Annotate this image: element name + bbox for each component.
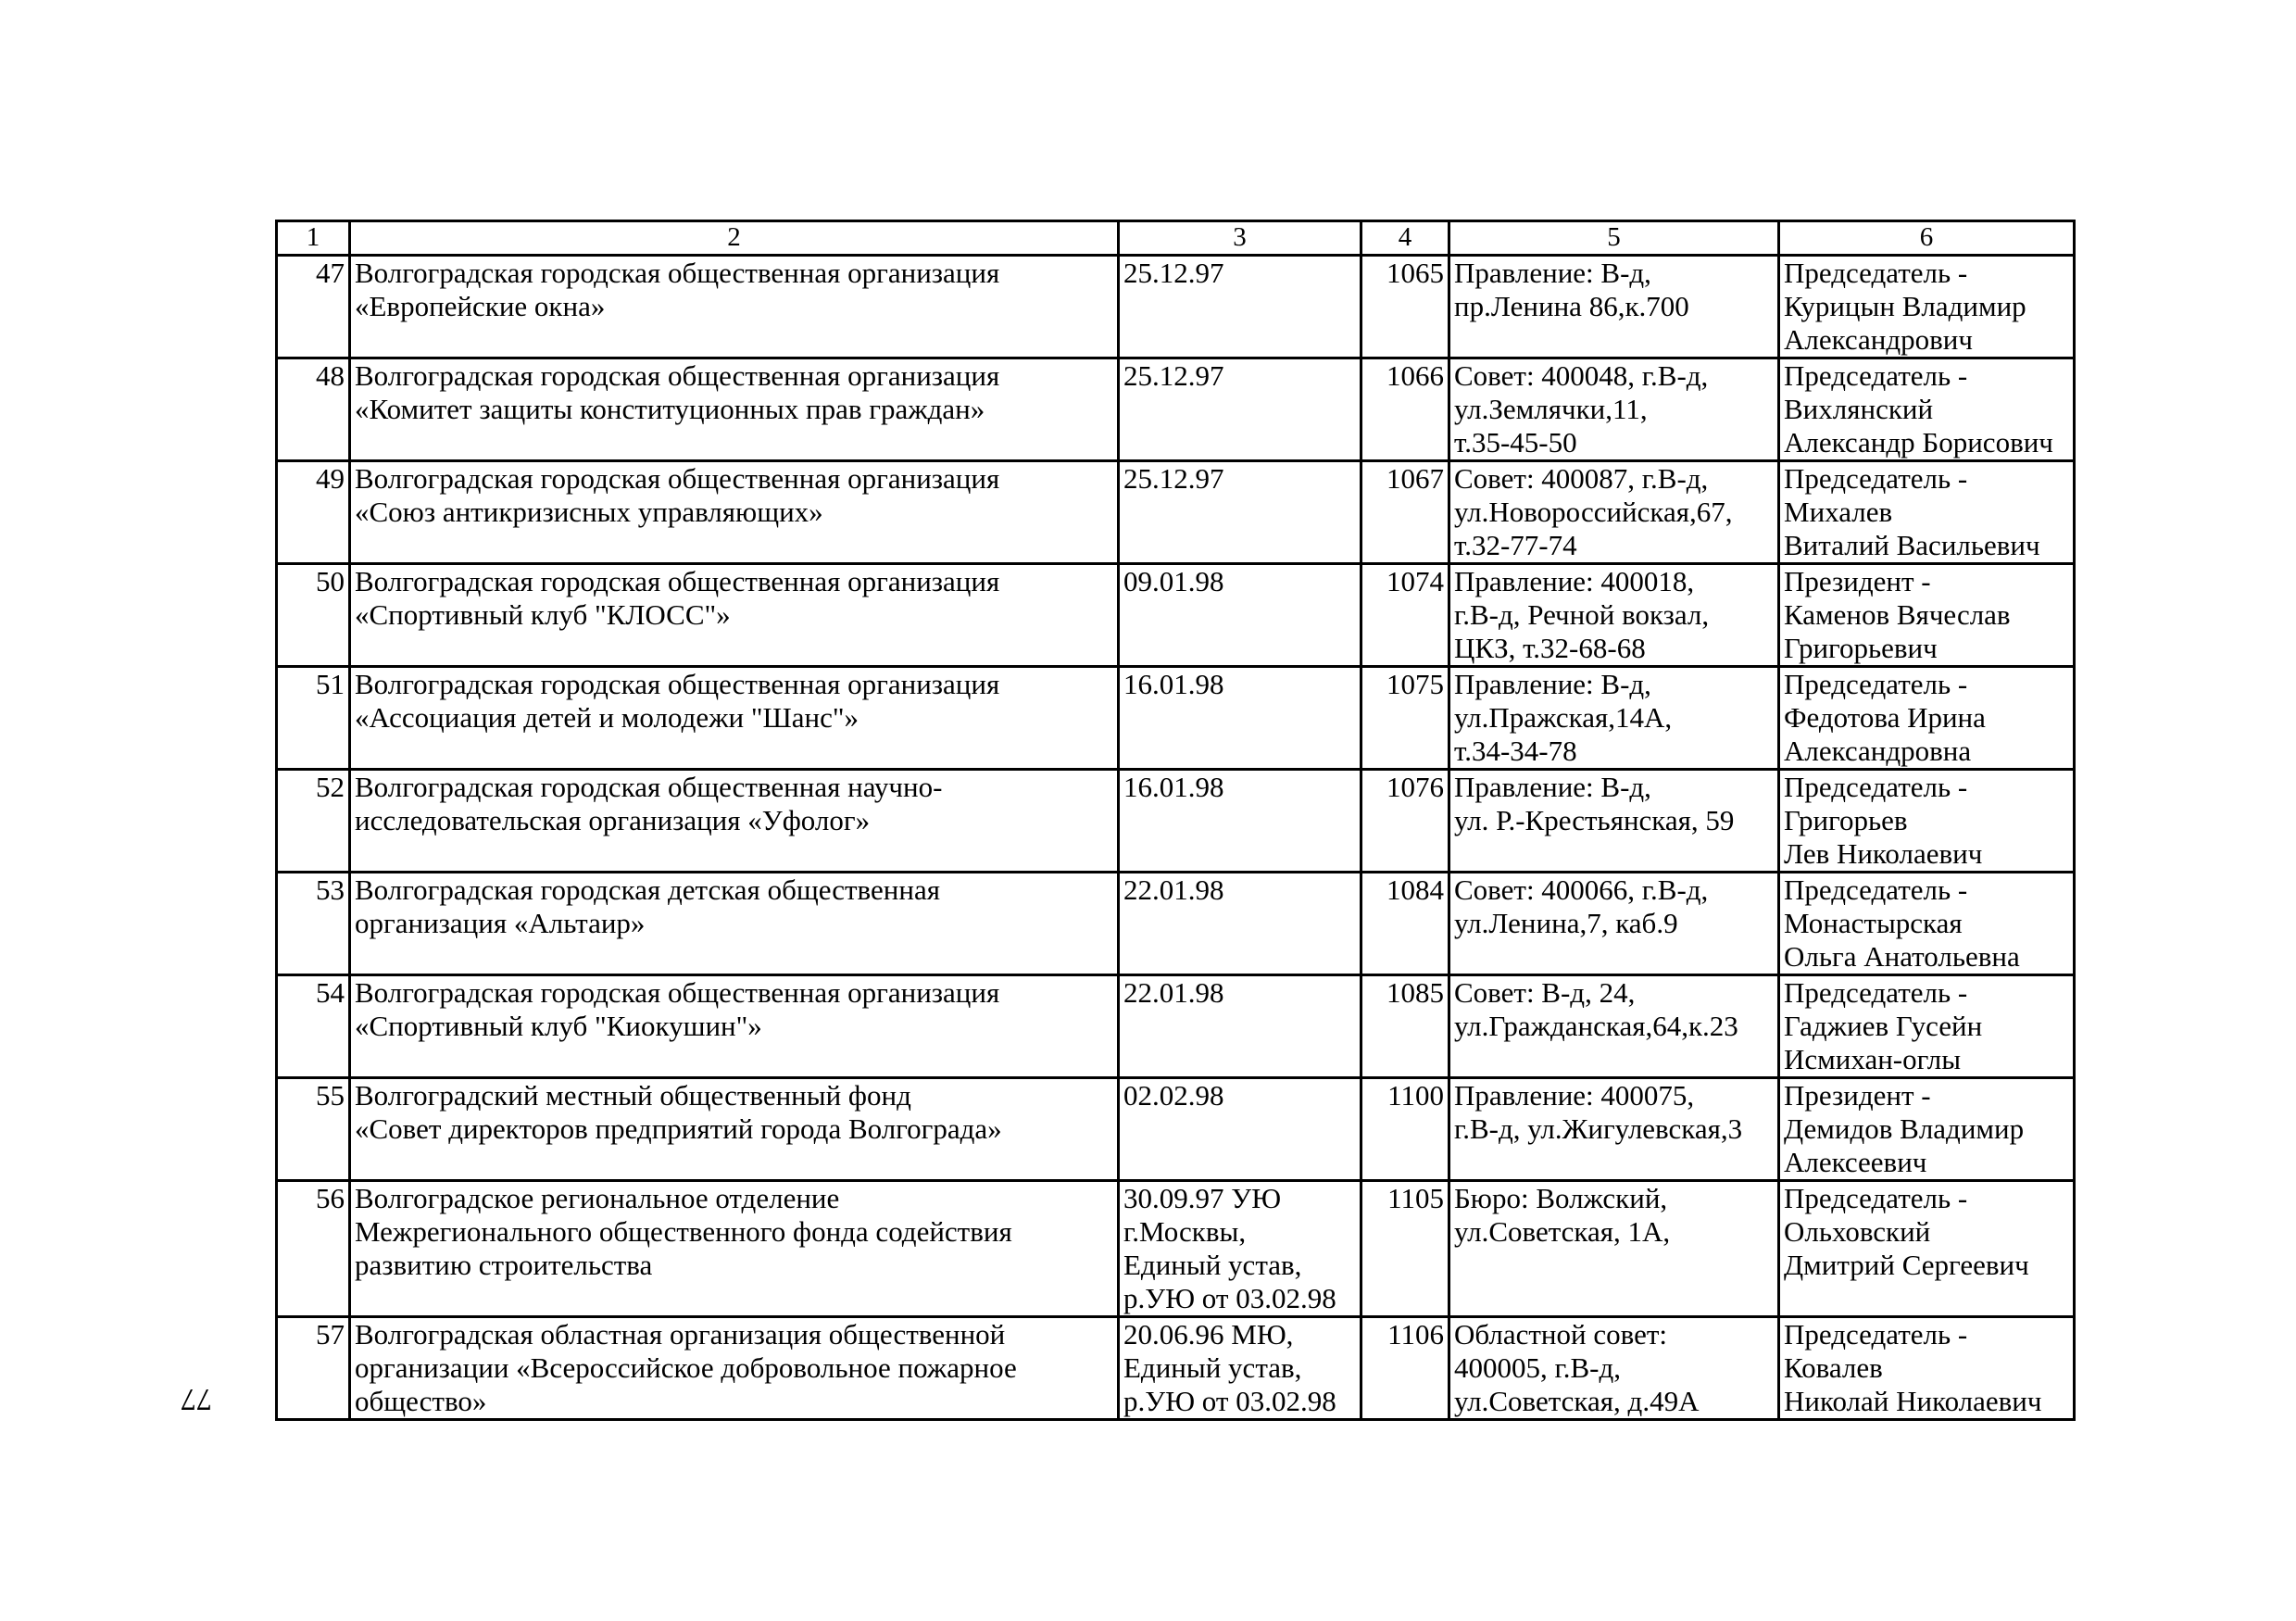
head-cell-line: Григорьев <box>1784 804 1908 836</box>
head-cell-line: Курицын Владимир <box>1784 290 2026 322</box>
organization-name-cell <box>350 256 1119 358</box>
registration-number-cell: 1074 <box>1361 564 1449 667</box>
address-cell-line: 400005, г.В-д, <box>1454 1351 1621 1384</box>
organization-name-cell <box>350 873 1119 975</box>
address-cell-line: ул.Пражская,14А, <box>1454 701 1673 734</box>
table-row <box>277 975 2075 1078</box>
organization-name-cell <box>350 461 1119 564</box>
head-cell-line: Александрович <box>1784 323 1973 356</box>
address-cell-line: Областной совет: <box>1454 1318 1667 1351</box>
head-cell-line: Президент - <box>1784 1079 1931 1112</box>
address-cell-line: Совет: 400048, г.В-д, <box>1454 359 1709 392</box>
registration-number-cell: 1066 <box>1361 358 1449 461</box>
address-cell <box>1449 1181 1779 1317</box>
address-cell <box>1449 1078 1779 1181</box>
registration-date-cell <box>1119 873 1361 975</box>
address-cell-line: т.32-77-74 <box>1454 529 1577 561</box>
head-cell-line: Председатель - <box>1784 1318 1968 1351</box>
registration-date-cell-line: 22.01.98 <box>1123 976 1224 1009</box>
head-cell <box>1779 975 2075 1078</box>
organization-name-cell-line: Волгоградская городская общественная организация <box>355 462 1000 495</box>
address-cell-line: Правление: В-д, <box>1454 257 1651 289</box>
registration-date-cell-line: р.УЮ от 03.02.98 <box>1123 1282 1336 1314</box>
head-cell-line: Президент - <box>1784 565 1931 597</box>
address-cell-line: ул. Р.-Крестьянская, 59 <box>1454 804 1735 836</box>
head-cell <box>1779 564 2075 667</box>
registration-number-cell: 1106 <box>1361 1317 1449 1420</box>
row-number-cell: 55 <box>277 1078 350 1181</box>
address-cell <box>1449 564 1779 667</box>
head-cell-line: Исмихан-оглы <box>1784 1043 1962 1075</box>
address-cell-line: Правление: 400075, <box>1454 1079 1695 1112</box>
organization-name-cell <box>350 1181 1119 1317</box>
address-cell-line: ул.Советская, 1А, <box>1454 1215 1671 1248</box>
organization-name-cell <box>350 667 1119 770</box>
table-row <box>277 358 2075 461</box>
organization-name-cell <box>350 564 1119 667</box>
organization-name-cell <box>350 1317 1119 1420</box>
registration-date-cell <box>1119 461 1361 564</box>
column-header: 5 <box>1449 221 1779 256</box>
registration-date-cell-line: 20.06.96 МЮ, <box>1123 1318 1294 1351</box>
row-number-cell: 51 <box>277 667 350 770</box>
address-cell-line: ул.Советская, д.49А <box>1454 1385 1700 1417</box>
head-cell-line: Председатель - <box>1784 462 1968 495</box>
table-row <box>277 256 2075 358</box>
organization-name-cell-line: общество» <box>355 1385 487 1417</box>
table-row <box>277 461 2075 564</box>
registration-date-cell-line: р.УЮ от 03.02.98 <box>1123 1385 1336 1417</box>
organization-name-cell <box>350 1078 1119 1181</box>
organization-name-cell-line: организация «Альтаир» <box>355 907 646 939</box>
address-cell <box>1449 873 1779 975</box>
registration-date-cell <box>1119 975 1361 1078</box>
head-cell-line: Председатель - <box>1784 257 1968 289</box>
address-cell-line: Совет: 400066, г.В-д, <box>1454 873 1709 906</box>
registration-number-cell: 1076 <box>1361 770 1449 873</box>
address-cell-line: пр.Ленина 86,к.700 <box>1454 290 1689 322</box>
address-cell <box>1449 461 1779 564</box>
address-cell-line: Правление: В-д, <box>1454 668 1651 700</box>
organization-name-cell-line: Межрегионального общественного фонда содействия <box>355 1215 1012 1248</box>
head-cell-line: Председатель - <box>1784 771 1968 803</box>
address-cell-line: Совет: 400087, г.В-д, <box>1454 462 1709 495</box>
head-cell-line: Председатель - <box>1784 359 1968 392</box>
row-number-cell: 48 <box>277 358 350 461</box>
address-cell-line: г.В-д, ул.Жигулевская,3 <box>1454 1112 1743 1145</box>
row-number-cell: 50 <box>277 564 350 667</box>
address-cell-line: т.34-34-78 <box>1454 735 1577 767</box>
registration-date-cell-line: г.Москвы, <box>1123 1215 1247 1248</box>
page-number: 77 <box>181 1382 212 1416</box>
organization-name-cell-line: Волгоградская городская общественная организация <box>355 976 1000 1009</box>
registration-number-cell: 1085 <box>1361 975 1449 1078</box>
registry-table <box>275 220 2076 1421</box>
table-row <box>277 873 2075 975</box>
organization-name-cell-line: исследовательская организация «Уфолог» <box>355 804 871 836</box>
column-header: 3 <box>1119 221 1361 256</box>
head-cell <box>1779 256 2075 358</box>
address-cell-line: Правление: В-д, <box>1454 771 1651 803</box>
head-cell-line: Гаджиев Гусейн <box>1784 1010 1983 1042</box>
column-header: 1 <box>277 221 350 256</box>
registry-body <box>277 256 2075 1420</box>
organization-name-cell-line: развитию строительства <box>355 1249 653 1281</box>
head-cell <box>1779 1078 2075 1181</box>
table-row <box>277 564 2075 667</box>
organization-name-cell-line: «Ассоциация детей и молодежи "Шанс"» <box>355 701 859 734</box>
table-row <box>277 1317 2075 1420</box>
address-cell-line: ЦКЗ, т.32-68-68 <box>1454 632 1646 664</box>
row-number-cell: 54 <box>277 975 350 1078</box>
address-cell <box>1449 667 1779 770</box>
head-cell <box>1779 873 2075 975</box>
row-number-cell: 57 <box>277 1317 350 1420</box>
head-cell-line: Лев Николаевич <box>1784 837 1983 870</box>
head-cell <box>1779 1181 2075 1317</box>
table-row <box>277 770 2075 873</box>
head-cell-line: Ковалев <box>1784 1351 1883 1384</box>
table-row <box>277 1181 2075 1317</box>
registration-date-cell-line: 16.01.98 <box>1123 771 1224 803</box>
registration-date-cell-line: Единый устав, <box>1123 1249 1302 1281</box>
organization-name-cell-line: Волгоградская городская общественная организация <box>355 359 1000 392</box>
head-cell-line: Федотова Ирина <box>1784 701 1986 734</box>
registration-date-cell <box>1119 1317 1361 1420</box>
address-cell-line: ул.Гражданская,64,к.23 <box>1454 1010 1738 1042</box>
registration-date-cell <box>1119 770 1361 873</box>
row-number-cell: 47 <box>277 256 350 358</box>
head-cell-line: Дмитрий Сергеевич <box>1784 1249 2029 1281</box>
registration-number-cell: 1067 <box>1361 461 1449 564</box>
head-cell-line: Демидов Владимир <box>1784 1112 2025 1145</box>
organization-name-cell-line: «Спортивный клуб "КЛОСС"» <box>355 598 731 631</box>
organization-name-cell-line: Волгоградская городская общественная организация <box>355 257 1000 289</box>
registration-date-cell <box>1119 358 1361 461</box>
row-number-cell: 52 <box>277 770 350 873</box>
column-header: 4 <box>1361 221 1449 256</box>
registration-number-cell: 1065 <box>1361 256 1449 358</box>
registration-date-cell-line: 09.01.98 <box>1123 565 1224 597</box>
organization-name-cell <box>350 358 1119 461</box>
registration-date-cell-line: 22.01.98 <box>1123 873 1224 906</box>
registration-date-cell <box>1119 1078 1361 1181</box>
registration-number-cell: 1105 <box>1361 1181 1449 1317</box>
head-cell-line: Михалев <box>1784 496 1893 528</box>
table-row <box>277 1078 2075 1181</box>
organization-name-cell-line: организации «Всероссийское добровольное пожарное <box>355 1351 1017 1384</box>
registration-date-cell <box>1119 667 1361 770</box>
registration-date-cell-line: 25.12.97 <box>1123 257 1224 289</box>
address-cell-line: т.35-45-50 <box>1454 426 1577 459</box>
head-cell-line: Виталий Васильевич <box>1784 529 2040 561</box>
address-cell-line: Бюро: Волжский, <box>1454 1182 1668 1214</box>
registration-number-cell: 1100 <box>1361 1078 1449 1181</box>
registration-date-cell <box>1119 564 1361 667</box>
header-row <box>277 221 2075 256</box>
head-cell-line: Вихлянский <box>1784 393 1934 425</box>
column-header: 6 <box>1779 221 2075 256</box>
organization-name-cell-line: «Совет директоров предприятий города Волгограда» <box>355 1112 1002 1145</box>
head-cell-line: Монастырская <box>1784 907 1963 939</box>
head-cell-line: Председатель - <box>1784 976 1968 1009</box>
organization-name-cell <box>350 770 1119 873</box>
organization-name-cell-line: «Спортивный клуб "Киокушин"» <box>355 1010 762 1042</box>
head-cell <box>1779 358 2075 461</box>
registration-date-cell <box>1119 256 1361 358</box>
address-cell <box>1449 770 1779 873</box>
registration-date-cell-line: Единый устав, <box>1123 1351 1302 1384</box>
head-cell-line: Председатель - <box>1784 668 1968 700</box>
address-cell <box>1449 975 1779 1078</box>
organization-name-cell-line: Волгоградское региональное отделение <box>355 1182 840 1214</box>
address-cell <box>1449 358 1779 461</box>
address-cell-line: ул.Ленина,7, каб.9 <box>1454 907 1678 939</box>
organization-name-cell-line: Волгоградская городская общественная организация <box>355 565 1000 597</box>
head-cell-line: Председатель - <box>1784 1182 1968 1214</box>
registration-date-cell-line: 25.12.97 <box>1123 462 1224 495</box>
head-cell-line: Григорьевич <box>1784 632 1938 664</box>
address-cell-line: Правление: 400018, <box>1454 565 1695 597</box>
registration-number-cell: 1084 <box>1361 873 1449 975</box>
address-cell-line: ул.Землячки,11, <box>1454 393 1648 425</box>
organization-name-cell-line: Волгоградская городская детская общественная <box>355 873 940 906</box>
row-number-cell: 53 <box>277 873 350 975</box>
address-cell <box>1449 1317 1779 1420</box>
organization-name-cell-line: Волгоградский местный общественный фонд <box>355 1079 911 1112</box>
organization-name-cell <box>350 975 1119 1078</box>
registration-date-cell-line: 25.12.97 <box>1123 359 1224 392</box>
head-cell <box>1779 667 2075 770</box>
head-cell <box>1779 770 2075 873</box>
head-cell-line: Николай Николаевич <box>1784 1385 2042 1417</box>
table-row <box>277 667 2075 770</box>
head-cell-line: Председатель - <box>1784 873 1968 906</box>
address-cell-line: г.В-д, Речной вокзал, <box>1454 598 1710 631</box>
organization-name-cell-line: «Европейские окна» <box>355 290 606 322</box>
registration-date-cell-line: 30.09.97 УЮ <box>1123 1182 1282 1214</box>
head-cell <box>1779 461 2075 564</box>
row-number-cell: 49 <box>277 461 350 564</box>
organization-name-cell-line: Волгоградская областная организация общественной <box>355 1318 1006 1351</box>
head-cell-line: Александр Борисович <box>1784 426 2053 459</box>
organization-name-cell-line: «Комитет защиты конституционных прав граждан» <box>355 393 985 425</box>
organization-name-cell-line: «Союз антикризисных управляющих» <box>355 496 823 528</box>
head-cell-line: Алексеевич <box>1784 1146 1927 1178</box>
head-cell-line: Александровна <box>1784 735 1972 767</box>
head-cell-line: Каменов Вячеслав <box>1784 598 2011 631</box>
organization-name-cell-line: Волгоградская городская общественная научно- <box>355 771 943 803</box>
registration-number-cell: 1075 <box>1361 667 1449 770</box>
row-number-cell: 56 <box>277 1181 350 1317</box>
address-cell-line: Совет: В-д, 24, <box>1454 976 1636 1009</box>
registration-date-cell-line: 16.01.98 <box>1123 668 1224 700</box>
head-cell-line: Ольга Анатольевна <box>1784 940 2020 973</box>
head-cell-line: Ольховский <box>1784 1215 1931 1248</box>
head-cell <box>1779 1317 2075 1420</box>
organization-name-cell-line: Волгоградская городская общественная организация <box>355 668 1000 700</box>
registration-date-cell <box>1119 1181 1361 1317</box>
address-cell-line: ул.Новороссийская,67, <box>1454 496 1733 528</box>
address-cell <box>1449 256 1779 358</box>
registration-date-cell-line: 02.02.98 <box>1123 1079 1224 1112</box>
column-header: 2 <box>350 221 1119 256</box>
